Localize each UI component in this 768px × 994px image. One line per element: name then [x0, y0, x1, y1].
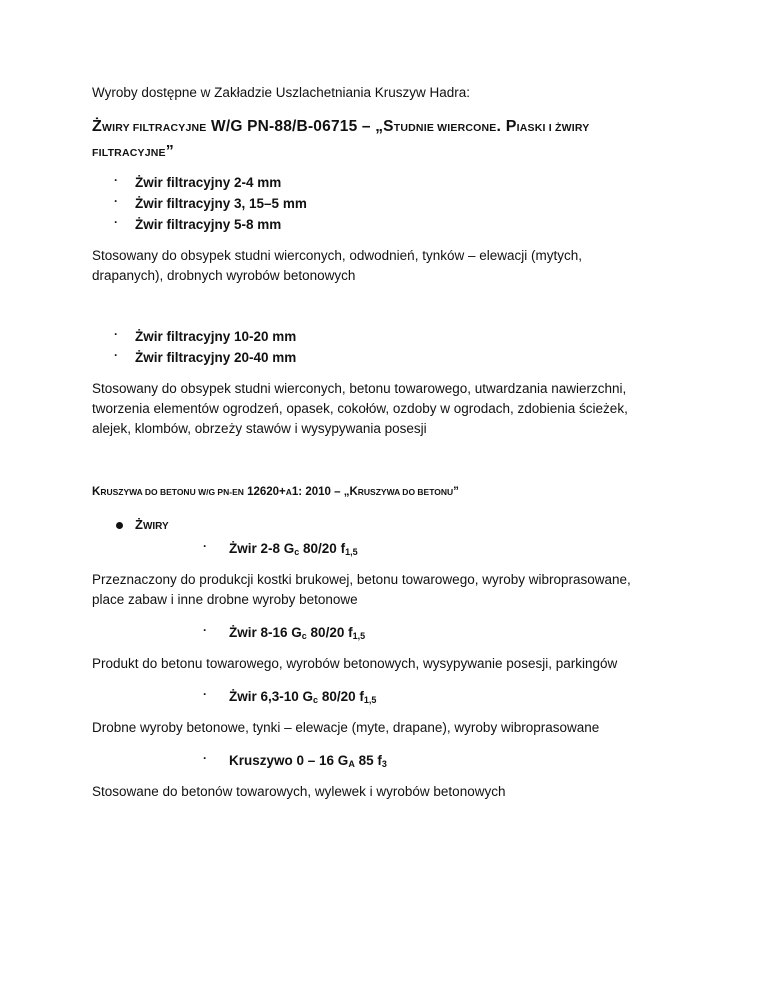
list-item: Żwir filtracyjny 2-4 mm: [135, 175, 282, 190]
product-description: Przeznaczony do produkcji kostki brukowej, betonu towarowego, wyroby wibroprasowane,: [92, 572, 631, 587]
bullet-dot-icon: [116, 522, 123, 529]
product-item: Żwir 2-8 $G_c$ 80/20 $f_{1,5}$: [229, 541, 358, 557]
bullet-icon: ·: [203, 539, 207, 553]
bullet-icon: ·: [114, 348, 118, 362]
bullet-icon: ·: [114, 173, 118, 187]
section1-heading-cont: FILTRACYJNE”: [92, 143, 174, 160]
section1-heading: ŻWIRY FILTRACYJNE W/G PN-88/B-06715 – „STUDNIE WIERCONE. PIASKI I ŻWIRY: [92, 118, 590, 135]
list-item: Żwir filtracyjny 20-40 mm: [135, 350, 297, 365]
group1-description-cont: drapanych), drobnych wyrobów betonowych: [92, 268, 356, 283]
list-item: Żwir filtracyjny 5-8 mm: [135, 217, 282, 232]
group2-description-cont2: alejek, klombów, obrzeży stawów i wysypywania posesji: [92, 421, 427, 436]
product-description: Drobne wyroby betonowe, tynki – elewacje (myte, drapane), wyroby wibroprasowane: [92, 720, 600, 735]
bullet-icon: ·: [203, 751, 207, 765]
product-description: Produkt do betonu towarowego, wyrobów betonowych, wysypywanie posesji, parkingów: [92, 656, 618, 671]
subheading-zwiry: ŻWIRY: [135, 517, 169, 532]
bullet-icon: ·: [114, 194, 118, 208]
group2-description-cont: tworzenia elementów ogrodzeń, opasek, cokołów, ozdoby w ogrodach, zdobienia ścieżek,: [92, 401, 628, 416]
intro-text: Wyroby dostępne w Zakładzie Uszlachetniania Kruszyw Hadra:: [92, 85, 471, 100]
product-description: Stosowane do betonów towarowych, wylewek i wyrobów betonowych: [92, 784, 506, 799]
list-item: Żwir filtracyjny 3, 15–5 mm: [135, 196, 307, 211]
section2-heading: KRUSZYWA DO BETONU W/G PN-EN 12620+A1: 2010 – „KRUSZYWA DO BETONU”: [92, 486, 459, 498]
list-item: Żwir filtracyjny 10-20 mm: [135, 329, 297, 344]
product-description-cont: place zabaw i inne drobne wyroby betonowe: [92, 592, 358, 607]
bullet-icon: ·: [203, 623, 207, 637]
group1-description: Stosowany do obsypek studni wierconych, odwodnień, tynków – elewacji (mytych,: [92, 248, 582, 263]
product-item: Kruszywo 0 – 16 $G_A$ 85 $f_3$: [229, 753, 387, 769]
bullet-icon: ·: [114, 215, 118, 229]
bullet-icon: ·: [114, 327, 118, 341]
bullet-icon: ·: [203, 687, 207, 701]
product-item: Żwir 8-16 $G_c$ 80/20 $f_{1,5}$: [229, 625, 366, 641]
group2-description: Stosowany do obsypek studni wierconych, betonu towarowego, utwardzania nawierzchni,: [92, 381, 627, 396]
product-item: Żwir 6,3-10 $G_c$ 80/20 $f_{1,5}$: [229, 689, 377, 705]
